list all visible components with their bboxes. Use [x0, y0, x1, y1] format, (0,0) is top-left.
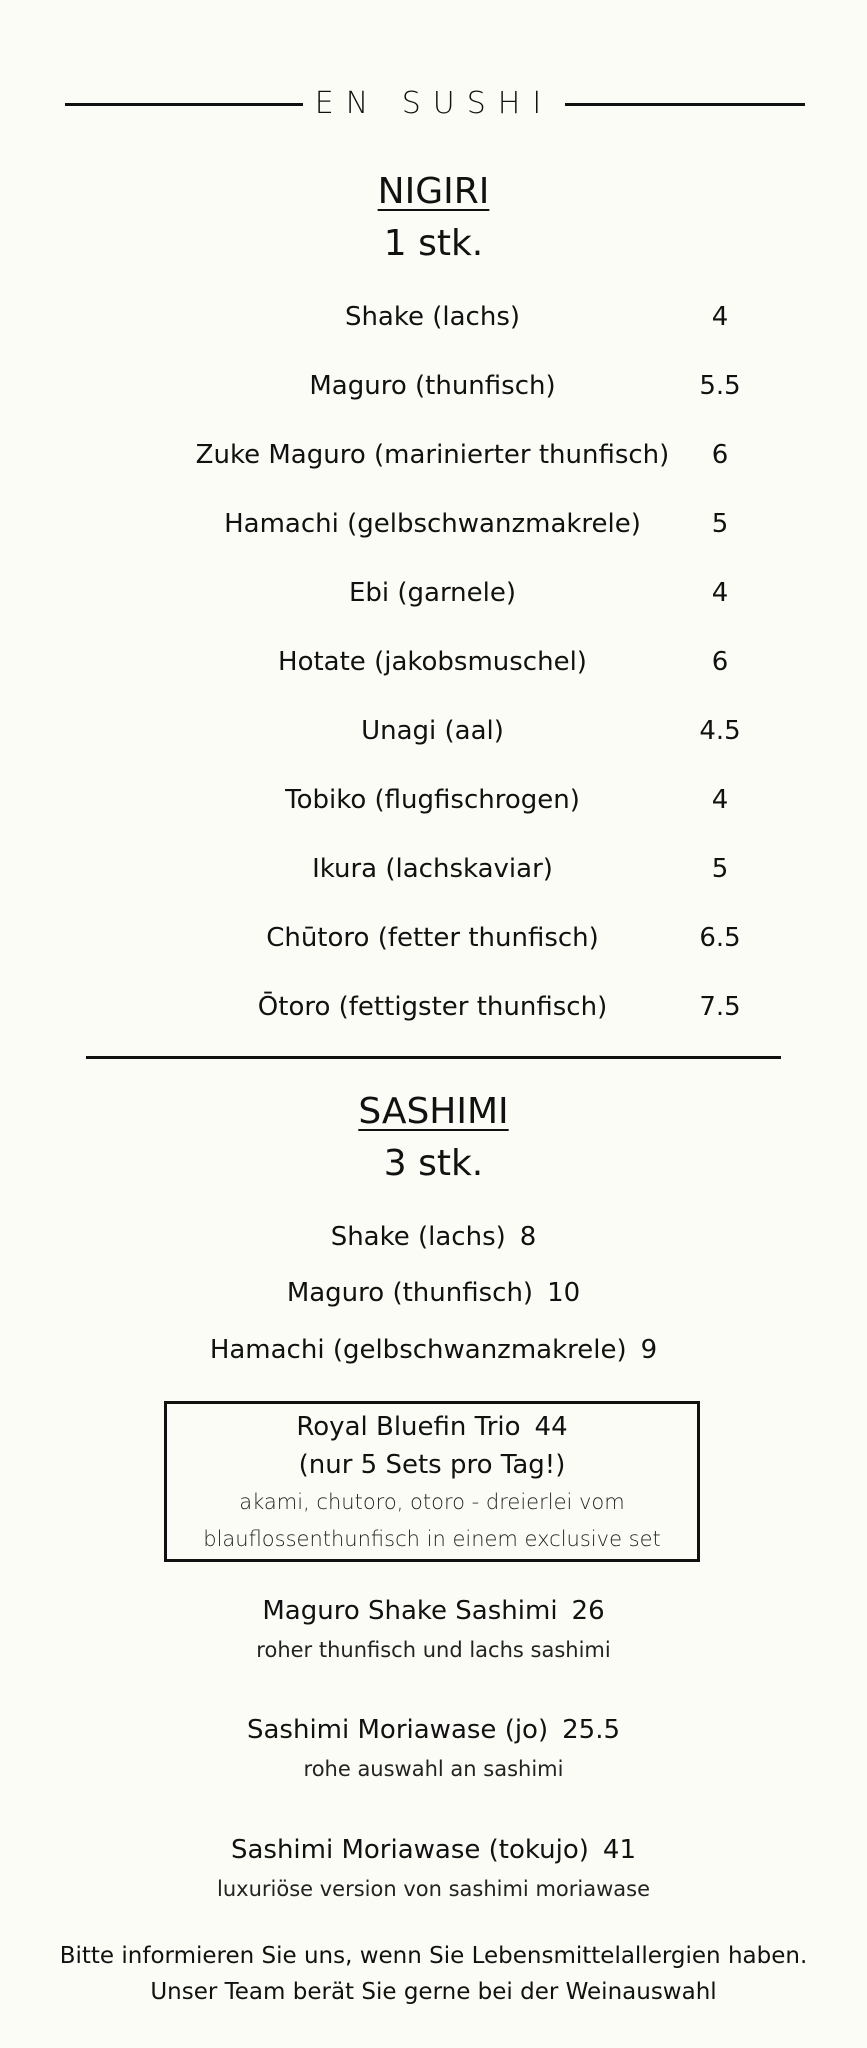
item-name: Tobiko (flugfischrogen): [285, 785, 580, 815]
item-price: 41: [602, 1835, 637, 1865]
item-price: 6: [711, 440, 729, 470]
item-name: Zuke Maguro (marinierter thunfisch): [195, 440, 670, 470]
menu-header: [0, 84, 867, 124]
item-name: Hotate (jakobsmuschel): [278, 647, 587, 677]
item-price: 4: [711, 578, 729, 608]
item-name: Sashimi Moriawase (jo): [247, 1715, 549, 1745]
nigiri-item: [0, 987, 867, 1027]
royal-bluefin-box: [164, 1401, 700, 1562]
nigiri-item: [0, 918, 867, 958]
nigiri-subtitle: 1 stk.: [383, 223, 484, 264]
item-name: Ikura (lachskaviar): [312, 854, 553, 884]
header-rule-left: [65, 103, 303, 106]
item-price: 6.5: [699, 923, 741, 953]
dish-description: roher thunfisch und lachs sashimi: [256, 1638, 611, 1662]
item-name: Ōtoro (fettigster thunfisch): [257, 992, 608, 1022]
item-name: Royal Bluefin Trio: [296, 1412, 521, 1442]
sashimi-item: [0, 1273, 867, 1313]
item-price: 25.5: [562, 1715, 620, 1745]
section-divider: [86, 1056, 781, 1059]
item-name: Shake (lachs): [330, 1222, 506, 1252]
item-price: 5: [711, 509, 729, 539]
nigiri-item: [0, 642, 867, 682]
item-name: Maguro Shake Sashimi: [262, 1596, 558, 1626]
sashimi-title: SASHIMI: [358, 1091, 509, 1132]
item-price: 26: [571, 1596, 605, 1626]
item-price: 5.5: [699, 371, 741, 401]
dish-title: [0, 1591, 867, 1631]
royal-note: (nur 5 Sets pro Tag!): [298, 1450, 566, 1480]
allergy-notice: Bitte informieren Sie uns, wenn Sie Lebensmittelallergien haben.: [59, 1943, 808, 1969]
sashimi-subtitle: 3 stk.: [383, 1143, 484, 1184]
menu-title: EN SUSHI: [314, 86, 554, 121]
item-name: Ebi (garnele): [348, 578, 517, 608]
item-price: 5: [711, 854, 729, 884]
nigiri-item: [0, 297, 867, 337]
sashimi-dish: [0, 1830, 867, 1908]
item-price: 7.5: [699, 992, 741, 1022]
item-price: 4: [711, 785, 729, 815]
item-name: Hamachi (gelbschwanzmakrele): [224, 509, 641, 539]
sashimi-dish: [0, 1591, 867, 1669]
item-price: 4.5: [699, 716, 741, 746]
sashimi-item: [0, 1330, 867, 1370]
footer-note: [0, 1938, 867, 2010]
royal-description-line: akami, chutoro, otoro - dreierlei vom: [239, 1490, 625, 1514]
dish-title: [0, 1830, 867, 1870]
sashimi-item: [0, 1217, 867, 1257]
item-name: Hamachi (gelbschwanzmakrele): [209, 1335, 627, 1365]
nigiri-item: [0, 435, 867, 475]
item-price: 8: [519, 1222, 537, 1252]
item-price: 44: [534, 1412, 568, 1442]
header-rule-right: [565, 103, 805, 106]
nigiri-item: [0, 573, 867, 613]
item-name: Maguro (thunfisch): [309, 371, 556, 401]
item-price: 9: [640, 1335, 658, 1365]
item-price: 4: [711, 302, 729, 332]
royal-title: [167, 1408, 697, 1446]
nigiri-item: [0, 780, 867, 820]
item-name: Sashimi Moriawase (tokujo): [230, 1835, 589, 1865]
item-name: Chūtoro (fetter thunfisch): [266, 923, 599, 953]
item-name: Maguro (thunfisch): [286, 1278, 534, 1308]
dish-description: luxuriöse version von sashimi moriawase: [217, 1877, 650, 1901]
wine-notice: Unser Team berät Sie gerne bei der Weinauswahl: [150, 1979, 717, 2005]
nigiri-item: [0, 711, 867, 751]
sashimi-dish: [0, 1710, 867, 1788]
item-name: Unagi (aal): [361, 716, 504, 746]
nigiri-title: NIGIRI: [377, 171, 490, 212]
nigiri-item: [0, 366, 867, 406]
item-price: 10: [547, 1278, 581, 1308]
nigiri-item: [0, 849, 867, 889]
nigiri-item: [0, 504, 867, 544]
item-price: 6: [711, 647, 729, 677]
royal-description-line: blauflossenthunfisch in einem exclusive set: [203, 1527, 661, 1551]
dish-title: [0, 1710, 867, 1750]
dish-description: rohe auswahl an sashimi: [303, 1757, 564, 1781]
item-name: Shake (lachs): [344, 302, 521, 332]
